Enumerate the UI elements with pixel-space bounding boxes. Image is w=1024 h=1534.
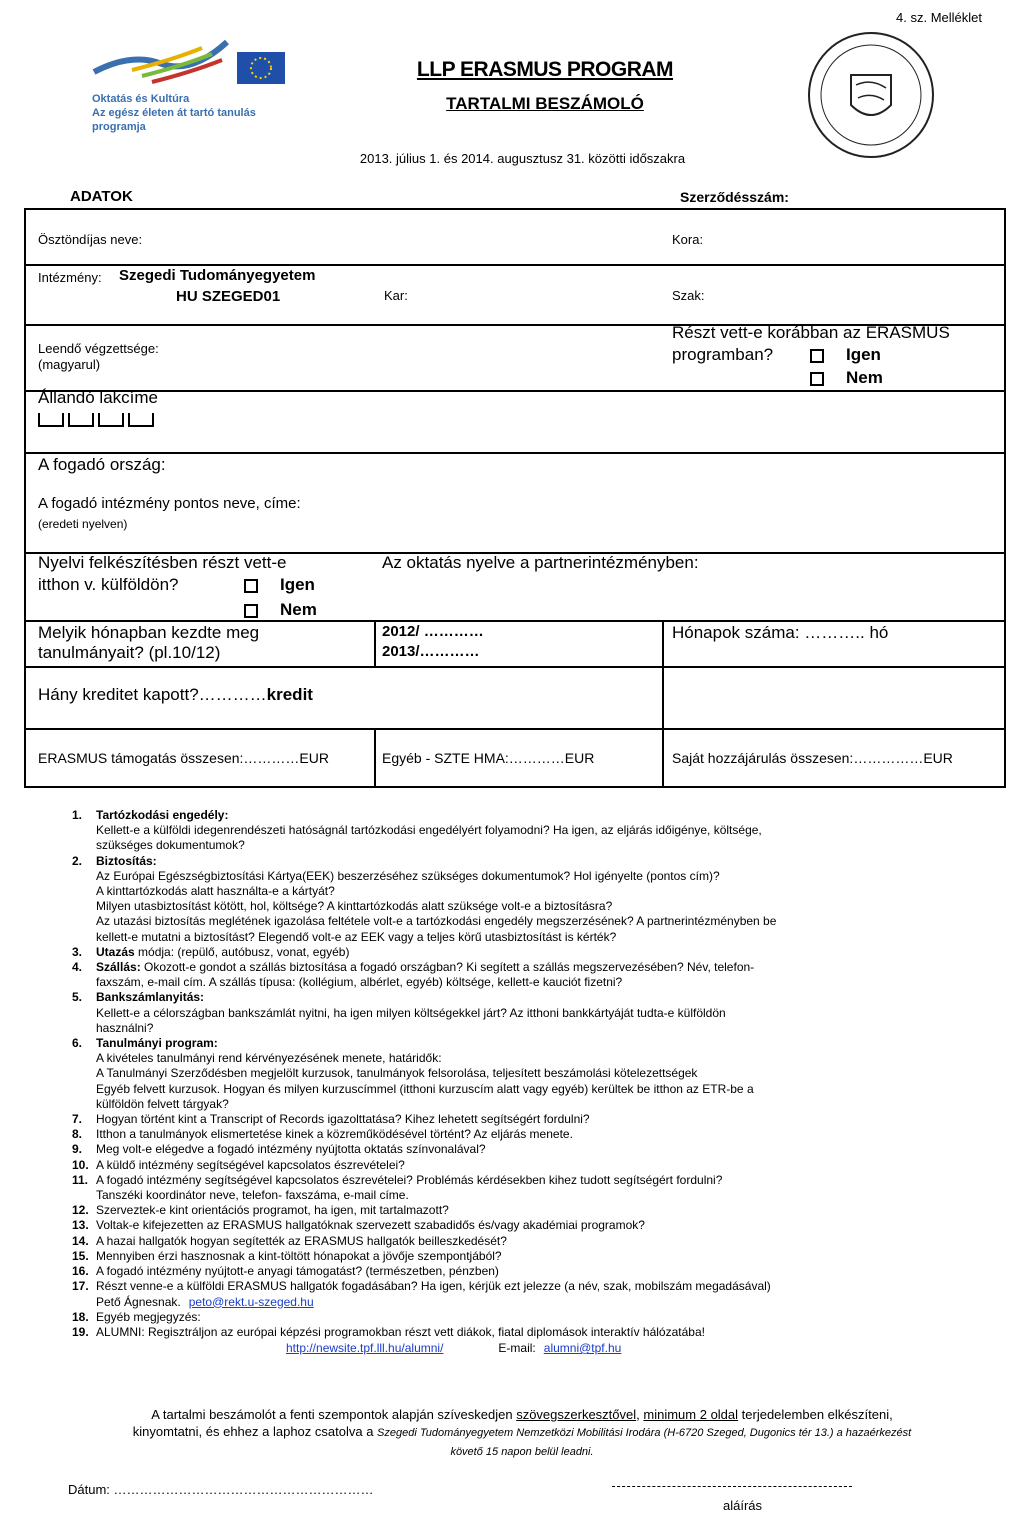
period-text: 2013. július 1. és 2014. augusztusz 31. közötti időszakra <box>359 151 686 166</box>
question-item <box>72 808 984 854</box>
question-item <box>72 1309 984 1325</box>
email-label: E-mail: <box>498 1341 536 1356</box>
question-number: 14. <box>72 1233 89 1248</box>
question-title: Tanulmányi program: <box>96 1036 218 1051</box>
instruction-line-1: A tartalmi beszámolót a fenti szempontok alapján szíveskedjen szövegszerkesztővel, minimum 2 oldal terjedelemben elkészíteni, <box>151 1407 893 1422</box>
question-text: A hazai hallgatók hogyan segítették az ERASMUS hallgatók beilleszkedését? <box>96 1233 507 1248</box>
question-text: A kivételes tanulmányi rend kérvényezésének menete, határidők: <box>96 1051 442 1066</box>
annex-label: 4. sz. Melléklet <box>896 10 982 25</box>
data-form <box>24 208 1006 788</box>
question-item <box>72 1157 984 1173</box>
question-number: 18. <box>72 1309 89 1324</box>
host-institution-label: A fogadó intézmény pontos neve, címe: <box>38 495 301 512</box>
checkbox-icon[interactable] <box>244 579 258 593</box>
question-title: Bankszámlanyitás: <box>96 990 205 1005</box>
question-item <box>72 1127 984 1142</box>
signature-label: aláírás <box>723 1498 763 1513</box>
question-number: 1. <box>72 808 83 822</box>
question-number: 4. <box>72 960 83 975</box>
postal-code-boxes[interactable] <box>38 413 158 431</box>
year-2012-field[interactable]: 2012/ ………… <box>382 623 484 640</box>
original-language-note: (eredeti nyelven) <box>38 517 128 531</box>
question-text: Kellett-e a célországban bankszámlát nyitni, ha igen milyen költségekkel járt? Az itthoni bankkártyáját tudta-e külföldön <box>96 1005 726 1020</box>
question-item <box>72 960 984 990</box>
question-text: Voltak-e kifejezetten az ERASMUS hallgatóknak szervezett szabadidős és/vagy akadémiai programok? <box>96 1218 645 1233</box>
question-number: 19. <box>72 1324 89 1339</box>
question-text: szükséges dokumentumok? <box>96 838 245 853</box>
question-text: Mennyiben érzi hasznosnak a kint-töltött hónapokat a jövője szempontjából? <box>96 1248 502 1263</box>
question-item <box>72 944 984 960</box>
question-text: faxszám, e-mail cím. A szállás típusa: (kollégium, albérlet, egyéb) költsége, kellett-e kauciót fizetni? <box>96 975 623 990</box>
question-text: A fogadó intézmény segítségével kapcsolatos észrevételei? Problémás kérdésekben kihez tudott segítségért fordulni? <box>96 1172 723 1187</box>
question-title: Szállás: <box>96 960 141 975</box>
degree-sublabel: (magyarul) <box>38 357 101 372</box>
question-title: Tartózkodási engedély: <box>96 808 229 822</box>
question-item <box>72 1264 984 1279</box>
question-number: 17. <box>72 1279 89 1294</box>
start-month-question: Melyik hónapban kezdte meg <box>38 623 260 642</box>
start-month-question-2: tanulmányait? (pl.10/12) <box>38 643 221 662</box>
question-text: Itthon a tanulmányok elismertetése kinek a közreműködésével történt? Az eljárás menete. <box>96 1127 573 1142</box>
question-item <box>72 1172 984 1203</box>
question-item <box>72 1218 984 1233</box>
question-item <box>72 1112 984 1127</box>
question-item <box>72 1036 984 1112</box>
faculty-label: Kar: <box>384 288 408 303</box>
question-text: Az Európai Egészségbiztosítási Kártya(EEK) beszerzéséhez szükséges dokumentumok? Hol igényelte (pontos cím)? <box>96 868 720 883</box>
erasmus-yes-option[interactable]: Igen <box>810 344 881 366</box>
year-2013-field[interactable]: 2013/………… <box>382 643 480 660</box>
own-contribution-total[interactable]: Saját hozzájárulás összesen:……………EUR <box>672 750 953 766</box>
instruction-line-2: kinyomtatni, és ehhez a laphoz csatolva a Szegedi Tudományegyetem Nemzetközi Mobilitási Irodára (H-6720 Szeged, Dugonics tér 13.) a hazaérkezést <box>132 1424 912 1439</box>
llp-logo <box>92 32 302 147</box>
question-text: A fogadó intézmény nyújtott-e anyagi támogatást? (természetben, pénzben) <box>96 1264 499 1279</box>
question-text: A Tanulmányi Szerződésben megjelölt kurzusok, tanulmányok felsorolása, teljesített beszámolási kötelezettségek <box>96 1066 698 1081</box>
question-text: Részt venne-e a külföldi ERASMUS hallgatók fogadásában? Ha igen, kérjük ezt jelezze (a név, szak, mobilszám megadásával) <box>96 1279 771 1294</box>
question-text: Okozott-e gondot a szállás biztosítása a fogadó országban? Ki segített a szállás megszervezésében? Név, telefon- <box>140 960 755 975</box>
university-seal-icon <box>806 30 936 160</box>
peto-email-link[interactable]: peto@rekt.u-szeged.hu <box>188 1294 314 1309</box>
question-text: külföldön felvett tárgyak? <box>96 1096 229 1111</box>
question-item <box>72 1203 984 1218</box>
question-number: 16. <box>72 1264 89 1279</box>
question-number: 9. <box>72 1142 83 1157</box>
page-subtitle: TARTALMI BESZÁMOLÓ <box>446 94 644 113</box>
alumni-email-link[interactable]: alumni@tpf.hu <box>543 1341 622 1356</box>
question-text: Egyéb felvett kurzusok. Hogyan és milyen kurzuscímmel (itthoni kurzuscím alatt vagy egyéb) kerültek be itthon az ETR-be a <box>96 1081 754 1096</box>
question-number: 8. <box>72 1127 83 1142</box>
age-label: Kora: <box>672 232 704 247</box>
degree-label: Leendő végzettsége: <box>38 341 159 356</box>
erasmus-previous-question-2: programban? <box>672 345 774 364</box>
question-item <box>72 990 984 1036</box>
credits-question: Hány kreditet kapott?…………kredit <box>38 685 313 704</box>
report-guideline-list <box>72 808 984 1356</box>
question-item <box>72 1324 984 1340</box>
alumni-url-link[interactable]: http://newsite.tpf.lll.hu/alumni/ <box>286 1341 444 1356</box>
question-item <box>72 1248 984 1264</box>
question-text: Egyéb megjegyzés: <box>96 1309 201 1324</box>
question-text: A küldő intézmény segítségével kapcsolatos észrevételei? <box>96 1157 405 1172</box>
question-text: Szerveztek-e kint orientációs programot, ha igen, mit tartalmazott? <box>96 1203 449 1218</box>
question-number: 3. <box>72 944 83 959</box>
language-prep-question: Nyelvi felkészítésben részt vett-e <box>38 553 287 572</box>
page-title: LLP ERASMUS PROGRAM <box>416 58 674 81</box>
logo-line-1: Oktatás és Kultúra <box>92 93 190 105</box>
question-text: Hogyan történt kint a Transcript of Records igazolttatása? Kihez lehetett segítségért fordulni? <box>96 1112 590 1127</box>
question-number: 12. <box>72 1203 89 1218</box>
other-szte-hma[interactable]: Egyéb - SZTE HMA:…………EUR <box>382 750 595 766</box>
submission-instructions <box>60 1406 984 1461</box>
contract-number-label: Szerződésszám: <box>680 189 789 205</box>
alumni-links <box>76 1341 984 1356</box>
question-number: 13. <box>72 1218 89 1233</box>
question-number: 15. <box>72 1248 89 1263</box>
question-number: 6. <box>72 1036 83 1051</box>
question-number: 7. <box>72 1112 83 1127</box>
major-label: Szak: <box>672 288 705 303</box>
months-count-field[interactable]: Hónapok száma: ……….. hó <box>672 623 889 642</box>
scholar-name-label: Ösztöndíjas neve: <box>38 232 143 247</box>
question-text: Meg volt-e elégedve a fogadó intézmény nyújtotta oktatás színvonalával? <box>96 1142 486 1157</box>
institution-label: Intézmény: <box>38 270 102 285</box>
logo-line-2: Az egész életen át tartó tanulás <box>92 107 256 119</box>
checkbox-icon[interactable] <box>810 372 824 386</box>
question-text: Milyen utasbiztosítást kötött, hol, költsége? A kinttartózkodás alatt szüksége volt-e a biztosításra? <box>96 899 613 914</box>
address-label: Állandó lakcíme <box>38 388 159 407</box>
question-text: ALUMNI: Regisztráljon az európai képzési programokban részt vett diákok, fiatal diplomások interaktív hálózatába! <box>96 1324 705 1339</box>
question-text: Tanszéki koordinátor neve, telefon- faxszáma, e-mail címe. <box>96 1188 409 1203</box>
instruction-language-label: Az oktatás nyelve a partnerintézményben: <box>382 553 699 572</box>
question-number: 10. <box>72 1157 89 1172</box>
question-text: használni? <box>96 1020 154 1035</box>
erasmus-grant-total[interactable]: ERASMUS támogatás összesen:…………EUR <box>38 750 329 766</box>
erasmus-previous-question: Részt vett-e korábban az ERASMUS <box>672 323 950 342</box>
question-text: kellett-e mutatni a biztosítást? Elegendő volt-e az EEK vagy a teljes körű utasbiztosítást is kérték? <box>96 929 617 944</box>
question-item <box>72 1142 984 1157</box>
institution-value: Szegedi Tudományegyetem <box>119 267 316 284</box>
question-text: Pető Ágnesnak. <box>96 1294 181 1309</box>
date-field[interactable]: Dátum: …………………………………………………… <box>68 1482 374 1497</box>
question-number: 5. <box>72 990 83 1005</box>
question-number: 11. <box>72 1172 89 1187</box>
question-item <box>72 1233 984 1249</box>
logo-line-3: programja <box>92 121 146 133</box>
language-prep-yes-option[interactable]: Igen <box>244 574 315 596</box>
question-text: A kinttartózkodás alatt használta-e a kártyát? <box>96 884 335 899</box>
language-prep-question-2: itthon v. külföldön? <box>38 575 179 594</box>
question-number: 2. <box>72 853 83 868</box>
question-item <box>72 1279 984 1309</box>
language-prep-no-option[interactable]: Nem <box>244 599 317 621</box>
question-text: Kellett-e a külföldi idegenrendészeti hatóságnál tartózkodási engedélyért folyamodni? Ha igen, az eljárás időigénye, költsége, <box>96 823 762 838</box>
question-title: Biztosítás: <box>96 853 157 868</box>
signature-line[interactable] <box>612 1486 852 1487</box>
erasmus-no-option[interactable]: Nem <box>810 367 883 389</box>
question-text: Az utazási biztosítás meglétének igazolása feltétele volt-e a tartózkodási engedély megszerzésének? A partnerintézményben be <box>96 914 777 929</box>
checkbox-icon[interactable] <box>244 604 258 618</box>
question-title: Utazás <box>96 944 135 959</box>
host-country-label: A fogadó ország: <box>38 455 166 474</box>
question-text: módja: (repülő, autóbusz, vonat, egyéb) <box>134 944 350 959</box>
instruction-line-3: követő 15 napon belül leadni. <box>450 1446 594 1458</box>
adatok-heading: ADATOK <box>70 188 133 205</box>
question-item <box>72 853 984 945</box>
checkbox-icon[interactable] <box>810 349 824 363</box>
institution-code: HU SZEGED01 <box>176 288 281 305</box>
